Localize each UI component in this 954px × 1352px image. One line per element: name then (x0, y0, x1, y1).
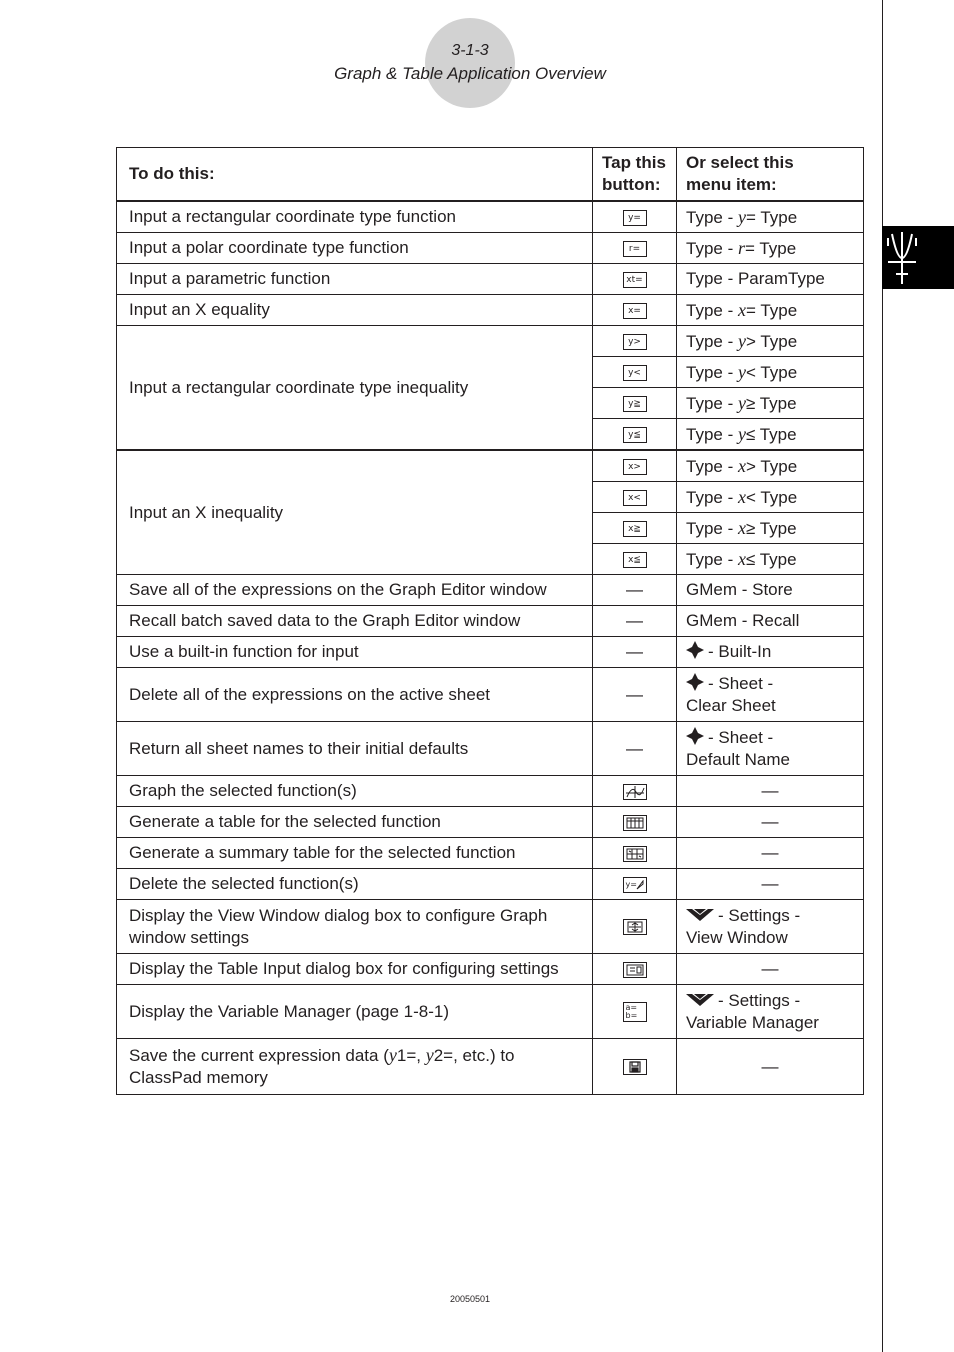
action-cell: Display the Variable Manager (page 1-8-1) (117, 985, 593, 1039)
edit-menu-icon (686, 727, 704, 745)
table-row (117, 233, 864, 264)
delete-function-icon[interactable]: y= (623, 877, 647, 893)
table-row (117, 295, 864, 326)
table-row (117, 954, 864, 985)
menu-cell: — (677, 838, 864, 869)
menu-cell: Type - y≥ Type (677, 388, 864, 419)
button-cell (593, 295, 677, 326)
table-row (117, 722, 864, 776)
menu-cell: Type - x> Type (677, 450, 864, 482)
button-cell (593, 201, 677, 233)
action-cell: Delete the selected function(s) (117, 869, 593, 900)
y-equals-type-button[interactable]: y= (623, 210, 647, 226)
edit-menu-icon (686, 673, 704, 691)
action-cell: Input an X equality (117, 295, 593, 326)
action-cell: Input a rectangular coordinate type inequality (117, 326, 593, 451)
action-cell: Return all sheet names to their initial defaults (117, 722, 593, 776)
action-cell: Input an X inequality (117, 450, 593, 575)
y-greater-type-button[interactable]: y> (623, 334, 647, 350)
table-row (117, 668, 864, 722)
button-cell (593, 419, 677, 451)
table-row (117, 326, 864, 357)
menu-cell: — (677, 776, 864, 807)
table-row (117, 1039, 864, 1095)
y-greater-equal-type-button[interactable]: y≧ (623, 396, 647, 412)
action-cell: Use a built-in function for input (117, 637, 593, 668)
menu-cell: — (677, 869, 864, 900)
menu-cell: Type - r= Type (677, 233, 864, 264)
button-cell: — (593, 606, 677, 637)
table-row (117, 264, 864, 295)
button-cell (593, 388, 677, 419)
button-cell: — (593, 637, 677, 668)
x-less-equal-type-button[interactable]: x≦ (623, 552, 647, 568)
button-cell: — (593, 668, 677, 722)
button-cell (593, 233, 677, 264)
menu-cell: GMem - Recall (677, 606, 864, 637)
x-less-type-button[interactable]: x< (623, 490, 647, 506)
menu-cell: Type - x< Type (677, 482, 864, 513)
button-cell (593, 482, 677, 513)
action-cell: Save the current expression data (y1=, y2=, etc.) to ClassPad memory (117, 1039, 593, 1095)
header-menu: Or select this menu item: (677, 148, 864, 202)
menu-cell: Type - x= Type (677, 295, 864, 326)
header-button: Tap this button: (593, 148, 677, 202)
button-cell: — (593, 575, 677, 606)
page-title: Graph & Table Application Overview (334, 64, 606, 83)
button-cell (593, 954, 677, 985)
action-cell: Graph the selected function(s) (117, 776, 593, 807)
menu-cell: — (677, 954, 864, 985)
x-equals-type-button[interactable]: x= (623, 303, 647, 319)
page-number: 3-1-3 (451, 42, 489, 59)
action-cell: Delete all of the expressions on the active sheet (117, 668, 593, 722)
button-cell (593, 357, 677, 388)
footer-code: 20050501 (449, 1294, 491, 1304)
menu-cell: Type - x≥ Type (677, 513, 864, 544)
button-cell (593, 869, 677, 900)
button-cell (593, 776, 677, 807)
button-cell (593, 450, 677, 482)
action-cell: Input a parametric function (117, 264, 593, 295)
view-window-icon[interactable] (623, 919, 647, 935)
graph-app-icon (882, 226, 954, 289)
button-cell (593, 985, 677, 1039)
header-circle (425, 18, 515, 108)
menu-cell: Type - ParamType (677, 264, 864, 295)
save-icon[interactable] (623, 1059, 647, 1075)
menu-cell: Type - y< Type (677, 357, 864, 388)
menu-cell: Type - x≤ Type (677, 544, 864, 575)
table-header-row (117, 148, 864, 202)
menu-cell: — (677, 1039, 864, 1095)
button-cell (593, 838, 677, 869)
y-less-equal-type-button[interactable]: y≦ (623, 427, 647, 443)
table-row (117, 450, 864, 482)
button-cell (593, 900, 677, 954)
action-cell: Display the View Window dialog box to configure Graph window settings (117, 900, 593, 954)
table-input-icon[interactable] (623, 962, 647, 978)
button-cell (593, 1039, 677, 1095)
margin-rule (882, 0, 883, 1352)
menu-cell: - Sheet - Clear Sheet (677, 668, 864, 722)
settings-menu-icon (686, 992, 714, 1008)
table-row (117, 606, 864, 637)
table-row (117, 985, 864, 1039)
button-cell: — (593, 722, 677, 776)
button-cell (593, 807, 677, 838)
table-row (117, 575, 864, 606)
x-greater-equal-type-button[interactable]: x≧ (623, 521, 647, 537)
header-todo: To do this: (117, 148, 593, 202)
menu-cell: - Settings - View Window (677, 900, 864, 954)
r-equals-type-button[interactable]: r= (623, 241, 647, 257)
table-icon[interactable] (623, 815, 647, 831)
x-greater-type-button[interactable]: x> (623, 459, 647, 475)
table-row (117, 869, 864, 900)
table-row (117, 807, 864, 838)
param-type-button[interactable]: xt= (623, 272, 647, 288)
button-cell (593, 326, 677, 357)
action-cell: Input a polar coordinate type function (117, 233, 593, 264)
menu-cell: Type - y= Type (677, 201, 864, 233)
action-cell: Save all of the expressions on the Graph Editor window (117, 575, 593, 606)
button-cell (593, 513, 677, 544)
settings-menu-icon (686, 907, 714, 923)
action-cell: Recall batch saved data to the Graph Editor window (117, 606, 593, 637)
menu-cell: Type - y> Type (677, 326, 864, 357)
table-row (117, 201, 864, 233)
operations-table (116, 147, 864, 1095)
summary-table-icon[interactable] (623, 846, 647, 862)
menu-cell: GMem - Store (677, 575, 864, 606)
button-cell (593, 544, 677, 575)
action-cell: Display the Table Input dialog box for configuring settings (117, 954, 593, 985)
chapter-tab (882, 226, 954, 289)
table-row (117, 637, 864, 668)
y-less-type-button[interactable]: y< (623, 365, 647, 381)
variable-manager-icon[interactable]: a= b= (623, 1002, 647, 1022)
action-cell: Generate a table for the selected function (117, 807, 593, 838)
menu-cell: Type - y≤ Type (677, 419, 864, 451)
action-cell: Input a rectangular coordinate type function (117, 201, 593, 233)
menu-cell: - Settings - Variable Manager (677, 985, 864, 1039)
table-row (117, 776, 864, 807)
table-row (117, 838, 864, 869)
action-cell: Generate a summary table for the selected function (117, 838, 593, 869)
table-row (117, 900, 864, 954)
menu-cell: — (677, 807, 864, 838)
menu-cell: - Built-In (677, 637, 864, 668)
button-cell (593, 264, 677, 295)
graph-icon[interactable] (623, 784, 647, 800)
menu-cell: - Sheet - Default Name (677, 722, 864, 776)
edit-menu-icon (686, 641, 704, 659)
